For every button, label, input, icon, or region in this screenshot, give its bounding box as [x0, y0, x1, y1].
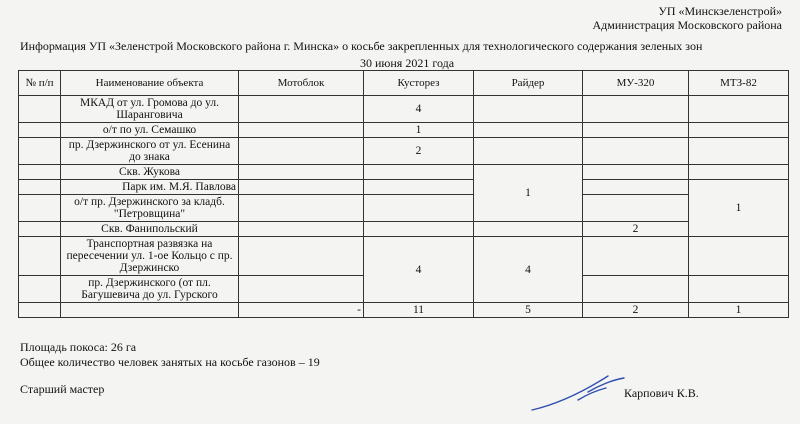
object-name: пр. Дзержинского (от пл. Багушевича до ул. Гурского — [61, 276, 239, 303]
total-mu320: 2 — [583, 303, 689, 318]
header-mu320: МУ-320 — [583, 71, 689, 96]
table-row — [19, 180, 789, 195]
header-kustorez: Кусторез — [364, 71, 474, 96]
kustorez-value: 1 — [364, 123, 474, 138]
table-row — [19, 222, 789, 237]
document-title: Информация УП «Зеленстрой Московского района г. Минска» о косьбе закрепленных для технологического содержания зеленых зон — [20, 39, 703, 53]
object-name: Скв. Фанипольский — [61, 222, 239, 237]
total-motoblock: - — [239, 303, 364, 318]
table-row — [19, 96, 789, 123]
header-motoblock: Мотоблок — [239, 71, 364, 96]
org-administration: Администрация Московского района — [592, 18, 782, 32]
people-count: Общее количество человек занятых на косьбе газонов – 19 — [20, 355, 320, 369]
header-raider: Райдер — [474, 71, 583, 96]
kustorez-value: 4 — [364, 237, 474, 303]
object-name: Транспортная развязка на пересечении ул. 1-ое Кольцо с пр. Дзержинско — [61, 237, 239, 276]
total-raider: 5 — [474, 303, 583, 318]
signer-name: Карпович К.В. — [624, 386, 699, 400]
signer-position: Старший мастер — [20, 382, 105, 396]
table-row — [19, 237, 789, 276]
raider-value: 1 — [474, 165, 583, 222]
table-row — [19, 138, 789, 165]
table-row — [19, 165, 789, 180]
mowing-table — [18, 70, 789, 318]
signature-icon — [528, 370, 628, 414]
raider-value: 4 — [474, 237, 583, 303]
header-mtz82: МТЗ-82 — [689, 71, 789, 96]
total-mtz82: 1 — [689, 303, 789, 318]
mtz82-value: 1 — [689, 180, 789, 237]
table-header-row — [19, 71, 789, 96]
object-name: пр. Дзержинского от ул. Есенина до знака — [61, 138, 239, 165]
organization-block — [592, 4, 782, 32]
object-name: Парк им. М.Я. Павлова — [61, 180, 239, 195]
mu320-value: 2 — [583, 222, 689, 237]
header-name: Наименование объекта — [61, 71, 239, 96]
kustorez-value: 4 — [364, 96, 474, 123]
object-name: о/т пр. Дзержинского за кладб. "Петровщина" — [61, 195, 239, 222]
table-row — [19, 123, 789, 138]
document-date: 30 июня 2021 года — [360, 56, 455, 70]
mowing-area: Площадь покоса: 26 га — [20, 340, 137, 354]
kustorez-value: 2 — [364, 138, 474, 165]
table-row — [19, 195, 789, 222]
object-name: Скв. Жукова — [61, 165, 239, 180]
object-name: о/т по ул. Семашко — [61, 123, 239, 138]
object-name: МКАД от ул. Громова до ул. Шаранговича — [61, 96, 239, 123]
total-kustorez: 11 — [364, 303, 474, 318]
totals-row — [19, 303, 789, 318]
org-name: УП «Минскзеленстрой» — [658, 4, 782, 18]
header-num: № п/п — [19, 71, 61, 96]
